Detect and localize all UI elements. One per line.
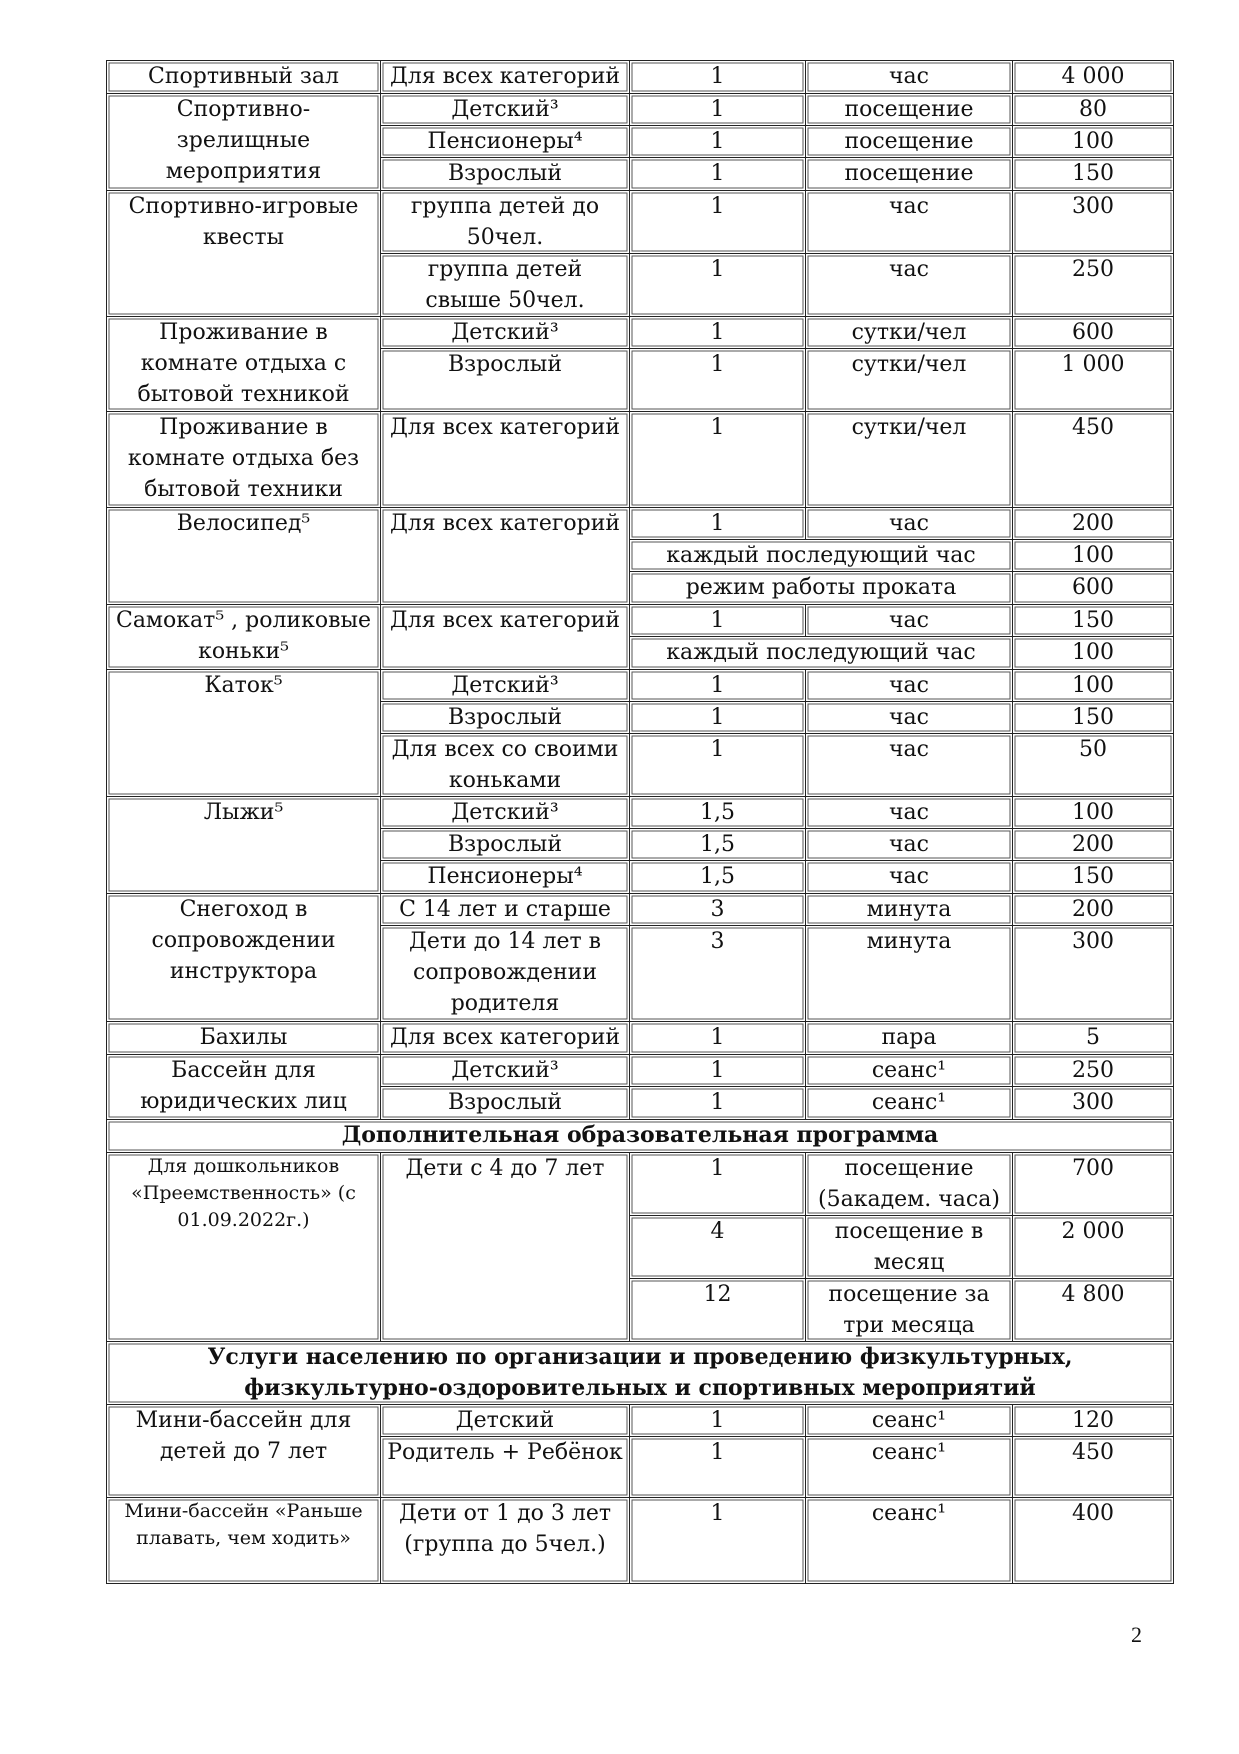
price-cell: 450 (1013, 412, 1174, 508)
service-name-cell: Снегоход в сопровождении инструктора (107, 894, 381, 1022)
quantity-cell: 3 (630, 926, 806, 1022)
quantity-cell: 4 (630, 1216, 806, 1279)
quantity-cell: 1 (630, 605, 806, 637)
price-cell: 100 (1013, 637, 1174, 670)
price-cell: 450 (1013, 1437, 1174, 1498)
period-cell: каждый последующий час (630, 540, 1013, 572)
category-cell: Детский³ (381, 670, 630, 702)
service-name-cell: Бассейн для юридических лиц (107, 1055, 381, 1120)
unit-cell: пара (806, 1022, 1013, 1055)
quantity-cell: 1 (630, 1153, 806, 1216)
table-row (107, 797, 1174, 829)
service-name-cell: Велосипед⁵ (107, 508, 381, 605)
section-row (107, 1342, 1174, 1405)
quantity-cell: 1,5 (630, 797, 806, 829)
service-name-cell: Лыжи⁵ (107, 797, 381, 894)
unit-cell: сеанс¹ (806, 1087, 1013, 1120)
quantity-cell: 12 (630, 1279, 806, 1342)
unit-cell: посещение в месяц (806, 1216, 1013, 1279)
unit-cell: час (806, 61, 1013, 94)
service-name-cell: Спортивно-зрелищные мероприятия (107, 94, 381, 191)
price-table (106, 60, 1174, 1584)
price-cell: 300 (1013, 191, 1174, 254)
quantity-cell: 1 (630, 191, 806, 254)
table-row (107, 317, 1174, 349)
service-name-cell: Для дошкольников «Преемственность» (с 01.09.2022г.) (107, 1153, 381, 1342)
unit-cell: час (806, 702, 1013, 734)
quantity-cell: 1 (630, 1087, 806, 1120)
category-cell: Родитель + Ребёнок (381, 1437, 630, 1498)
price-cell: 400 (1013, 1498, 1174, 1584)
quantity-cell: 1 (630, 317, 806, 349)
category-cell: Дети от 1 до 3 лет (группа до 5чел.) (381, 1498, 630, 1584)
unit-cell: час (806, 605, 1013, 637)
period-cell: режим работы проката (630, 572, 1013, 605)
category-cell: Дети с 4 до 7 лет (381, 1153, 630, 1342)
unit-cell: час (806, 508, 1013, 540)
unit-cell: посещение за три месяца (806, 1279, 1013, 1342)
quantity-cell: 1,5 (630, 861, 806, 894)
quantity-cell: 1 (630, 702, 806, 734)
quantity-cell: 1 (630, 1498, 806, 1584)
unit-cell: сеанс¹ (806, 1437, 1013, 1498)
price-cell: 150 (1013, 861, 1174, 894)
category-cell: Дети до 14 лет в сопровождении родителя (381, 926, 630, 1022)
unit-cell: сутки/чел (806, 317, 1013, 349)
price-cell: 2 000 (1013, 1216, 1174, 1279)
category-cell: группа детей до 50чел. (381, 191, 630, 254)
quantity-cell: 3 (630, 894, 806, 926)
unit-cell: сеанс¹ (806, 1405, 1013, 1437)
quantity-cell: 1,5 (630, 829, 806, 861)
category-cell: Взрослый (381, 349, 630, 412)
unit-cell: посещение (806, 126, 1013, 158)
quantity-cell: 1 (630, 670, 806, 702)
page-number: 2 (1131, 1622, 1142, 1647)
quantity-cell: 1 (630, 94, 806, 126)
price-cell: 150 (1013, 702, 1174, 734)
category-cell: Пенсионеры⁴ (381, 861, 630, 894)
table-body (107, 61, 1174, 1584)
price-cell: 150 (1013, 605, 1174, 637)
quantity-cell: 1 (630, 1405, 806, 1437)
category-cell: Детский (381, 1405, 630, 1437)
category-cell: Взрослый (381, 829, 630, 861)
section-row (107, 1120, 1174, 1153)
quantity-cell: 1 (630, 734, 806, 797)
table-row (107, 61, 1174, 94)
price-cell: 1 000 (1013, 349, 1174, 412)
price-cell: 4 000 (1013, 61, 1174, 94)
table-row (107, 1055, 1174, 1087)
section-heading: Услуги населению по организации и проведению физкультурных, физкультурно-оздоровительных и спортивных мероприятий (107, 1342, 1174, 1405)
category-cell: Для всех категорий (381, 412, 630, 508)
price-cell: 300 (1013, 1087, 1174, 1120)
price-cell: 4 800 (1013, 1279, 1174, 1342)
price-cell: 50 (1013, 734, 1174, 797)
service-name-cell: Спортивно-игровые квесты (107, 191, 381, 317)
category-cell: Для всех категорий (381, 508, 630, 605)
quantity-cell: 1 (630, 1022, 806, 1055)
service-name-cell: Проживание в комнате отдыха без бытовой техники (107, 412, 381, 508)
quantity-cell: 1 (630, 412, 806, 508)
unit-cell: час (806, 797, 1013, 829)
unit-cell: минута (806, 926, 1013, 1022)
service-name-cell: Бахилы (107, 1022, 381, 1055)
category-cell: Для всех со своими коньками (381, 734, 630, 797)
service-name-cell: Спортивный зал (107, 61, 381, 94)
price-cell: 600 (1013, 317, 1174, 349)
unit-cell: посещение (806, 94, 1013, 126)
price-cell: 100 (1013, 670, 1174, 702)
table-row (107, 1405, 1174, 1437)
service-name-cell: Каток⁵ (107, 670, 381, 797)
table-row (107, 1498, 1174, 1584)
category-cell: С 14 лет и старше (381, 894, 630, 926)
unit-cell: сутки/чел (806, 349, 1013, 412)
unit-cell: час (806, 191, 1013, 254)
table-row (107, 670, 1174, 702)
category-cell: Детский³ (381, 94, 630, 126)
price-cell: 600 (1013, 572, 1174, 605)
table-row (107, 412, 1174, 508)
category-cell: Взрослый (381, 702, 630, 734)
category-cell: Детский³ (381, 317, 630, 349)
quantity-cell: 1 (630, 1055, 806, 1087)
price-cell: 700 (1013, 1153, 1174, 1216)
unit-cell: сутки/чел (806, 412, 1013, 508)
price-cell: 200 (1013, 829, 1174, 861)
price-cell: 200 (1013, 894, 1174, 926)
quantity-cell: 1 (630, 349, 806, 412)
price-cell: 200 (1013, 508, 1174, 540)
quantity-cell: 1 (630, 61, 806, 94)
unit-cell: минута (806, 894, 1013, 926)
table-row (107, 894, 1174, 926)
price-cell: 100 (1013, 126, 1174, 158)
period-cell: каждый последующий час (630, 637, 1013, 670)
price-cell: 250 (1013, 254, 1174, 317)
category-cell: Взрослый (381, 1087, 630, 1120)
unit-cell: час (806, 829, 1013, 861)
price-cell: 120 (1013, 1405, 1174, 1437)
category-cell: Детский³ (381, 1055, 630, 1087)
unit-cell: посещение (5академ. часа) (806, 1153, 1013, 1216)
category-cell: Для всех категорий (381, 61, 630, 94)
quantity-cell: 1 (630, 254, 806, 317)
service-name-cell: Мини-бассейн для детей до 7 лет (107, 1405, 381, 1498)
table-row (107, 1022, 1174, 1055)
unit-cell: час (806, 670, 1013, 702)
unit-cell: сеанс¹ (806, 1498, 1013, 1584)
service-name-cell: Проживание в комнате отдыха с бытовой техникой (107, 317, 381, 412)
unit-cell: час (806, 861, 1013, 894)
table-row (107, 508, 1174, 540)
price-cell: 150 (1013, 158, 1174, 191)
unit-cell: посещение (806, 158, 1013, 191)
category-cell: Детский³ (381, 797, 630, 829)
table-row (107, 94, 1174, 126)
price-cell: 100 (1013, 540, 1174, 572)
price-cell: 80 (1013, 94, 1174, 126)
table-row (107, 1153, 1174, 1216)
category-cell: группа детей свыше 50чел. (381, 254, 630, 317)
quantity-cell: 1 (630, 508, 806, 540)
price-cell: 100 (1013, 797, 1174, 829)
category-cell: Для всех категорий (381, 1022, 630, 1055)
section-heading: Дополнительная образовательная программа (107, 1120, 1174, 1153)
unit-cell: час (806, 254, 1013, 317)
unit-cell: час (806, 734, 1013, 797)
quantity-cell: 1 (630, 126, 806, 158)
category-cell: Взрослый (381, 158, 630, 191)
quantity-cell: 1 (630, 1437, 806, 1498)
table-row (107, 605, 1174, 637)
service-name-cell: Мини-бассейн «Раньше плавать, чем ходить» (107, 1498, 381, 1584)
category-cell: Для всех категорий (381, 605, 630, 670)
table-row (107, 191, 1174, 254)
service-name-cell: Самокат⁵ , роликовые коньки⁵ (107, 605, 381, 670)
price-cell: 300 (1013, 926, 1174, 1022)
category-cell: Пенсионеры⁴ (381, 126, 630, 158)
price-cell: 250 (1013, 1055, 1174, 1087)
price-cell: 5 (1013, 1022, 1174, 1055)
quantity-cell: 1 (630, 158, 806, 191)
unit-cell: сеанс¹ (806, 1055, 1013, 1087)
